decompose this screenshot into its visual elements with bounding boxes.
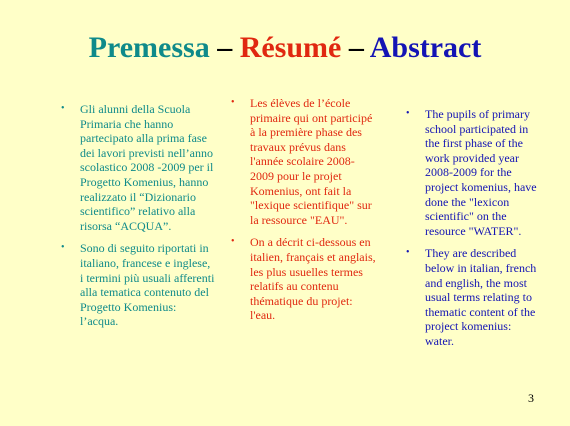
list-item bbox=[403, 246, 543, 348]
italian-column bbox=[58, 102, 216, 337]
title-english: Abstract bbox=[369, 31, 482, 64]
title-separator: – bbox=[209, 31, 240, 64]
page-number: 3 bbox=[528, 391, 534, 405]
list-item bbox=[58, 102, 216, 233]
french-column bbox=[228, 96, 378, 331]
english-paragraph-1: The pupils of primary school participated in the first phase of the work provided year 2008-2009 for the project komenius, have done the "lexicon scientific" on the resource "WATER". bbox=[425, 107, 537, 238]
list-item bbox=[228, 96, 378, 227]
italian-paragraph-1: Gli alunni della Scuola Primaria che hanno partecipato alla prima fase dei lavori previsti nell’anno scolastico 2008 -2009 per il Progetto Komenius, hanno realizzato il “Dizionario scientifico” relativo alla risorsa “ACQUA”. bbox=[80, 102, 214, 233]
title-separator: – bbox=[341, 31, 370, 64]
title-french: Résumé bbox=[239, 31, 342, 64]
bullet-dot-icon: • bbox=[231, 97, 235, 108]
english-column bbox=[403, 107, 543, 357]
french-paragraph-2: On a décrit ci-dessous en italien, français et anglais, les plus usuelles termes relatifs au contenu thématique du projet: l'eau. bbox=[250, 235, 376, 323]
bullet-dot-icon: • bbox=[406, 247, 410, 259]
list-item bbox=[228, 235, 378, 323]
title-italian: Premessa bbox=[88, 31, 210, 64]
english-paragraph-2: They are described below in italian, french and english, the most usual terms relating to thematic content of the project komenius: water. bbox=[425, 246, 537, 348]
italian-paragraph-2: Sono di seguito riportati in italiano, francese e inglese, i termini più usuali afferenti alla tematica contenuto del Progetto Komenius: l’acqua. bbox=[80, 241, 215, 329]
bullet-dot-icon: • bbox=[231, 236, 235, 248]
bullet-dot-icon: • bbox=[61, 242, 65, 254]
bullet-dot-icon: • bbox=[61, 103, 65, 114]
list-item bbox=[403, 107, 543, 238]
list-item bbox=[58, 241, 216, 329]
slide-title bbox=[0, 28, 570, 68]
french-paragraph-1: Les élèves de l’école primaire qui ont participé à la première phase des travaux prévus dans l'année scolaire 2008-2009 pour le projet Komenius, ont fait la "lexique scientifique" sur la ressource "EAU". bbox=[250, 96, 373, 227]
bullet-dot-icon: • bbox=[406, 108, 410, 119]
